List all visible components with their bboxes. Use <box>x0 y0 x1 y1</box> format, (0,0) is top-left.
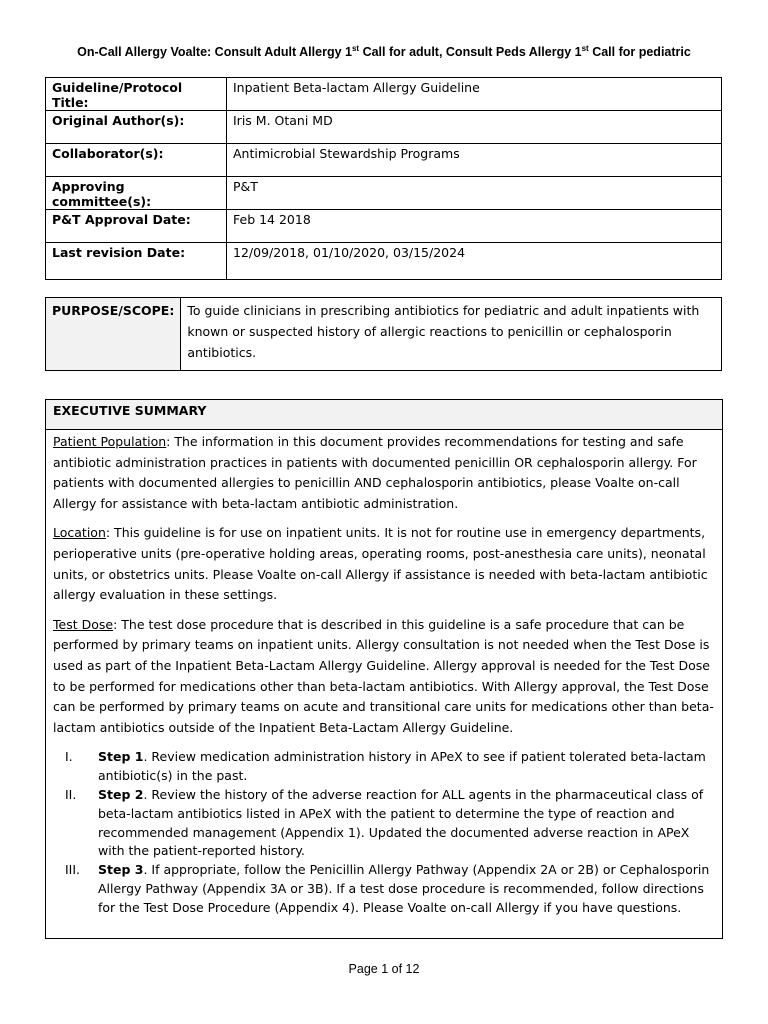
row-value: P&T <box>227 177 722 210</box>
step-text <box>98 748 715 786</box>
page-number: Page 1 of 12 <box>348 962 420 976</box>
paragraph-text: : This guideline is for use on inpatient units. It is not for routine use in emergency departments, perioperative units (pre-operative holding areas, operating rooms, post-anesthesia care units), neonatal units, or obstetrics units. Please Voalte on-call Allergy if assistance is needed with beta-lactam antibiotic allergy evaluation in these settings. <box>53 525 708 603</box>
page-header <box>0 44 768 59</box>
executive-summary-body <box>46 430 722 917</box>
row-label: Last revision Date: <box>46 243 227 280</box>
step-number: III. <box>65 862 81 878</box>
row-label: Original Author(s): <box>46 111 227 144</box>
row-label: Collaborator(s): <box>46 144 227 177</box>
table-row <box>46 243 722 280</box>
header-text: On-Call Allergy Voalte: Consult Adult Allergy 1 <box>77 45 352 60</box>
purpose-label: PURPOSE/SCOPE: <box>46 298 181 371</box>
header-superscript: st <box>351 44 360 53</box>
header-superscript: st <box>581 44 589 53</box>
row-value: Inpatient Beta-lactam Allergy Guideline <box>227 78 722 111</box>
row-value: Feb 14 2018 <box>227 210 722 243</box>
list-item <box>53 786 715 861</box>
step-body: . Review medication administration history in APeX to see if patient tolerated beta-lactam antibiotic(s) in the past. <box>98 749 706 784</box>
executive-summary-title: EXECUTIVE SUMMARY <box>46 400 722 430</box>
table-row <box>46 144 722 177</box>
paragraph-text: : The test dose procedure that is described in this guideline is a safe procedure that can be performed by primary teams on inpatient units. Allergy consultation is not needed when the Test Dose is used as part of the Inpatient Beta-Lactam Allergy Guideline. Allergy approval is needed for the Test Dose to be performed for medications other than beta-lactam antibiotics. With Allergy approval, the Test Dose can be performed by primary teams on acute and transitional care units for medications other than beta-lactam antibiotics outside of the Inpatient Beta-Lactam Allergy Guideline. <box>53 616 714 735</box>
row-label: P&T Approval Date: <box>46 210 227 243</box>
steps-list <box>53 748 715 917</box>
header-text: Call for pediatric <box>588 45 691 60</box>
step-label: Step 2 <box>98 786 144 802</box>
step-body: . If appropriate, follow the Penicillin Allergy Pathway (Appendix 2A or 2B) or Cephalosporin Allergy Pathway (Appendix 3A or 3B). If a test dose procedure is recommended, follow directions for the Test Dose Procedure (Appendix 4). Please Voalte on-call Allergy if you have questions. <box>98 862 710 915</box>
paragraph-heading: Test Dose <box>53 616 114 632</box>
table-row <box>46 298 722 371</box>
header-text: Call for adult, Consult Peds Allergy 1 <box>359 45 582 60</box>
list-item <box>53 861 715 917</box>
executive-summary-box <box>45 399 723 939</box>
table-row <box>46 177 722 210</box>
guideline-info-table <box>45 77 722 280</box>
row-value: Antimicrobial Stewardship Programs <box>227 144 722 177</box>
row-value: Iris M. Otani MD <box>227 111 722 144</box>
step-number: II. <box>65 786 77 802</box>
step-body: . Review the history of the adverse reaction for ALL agents in the pharmaceutical class of beta-lactam antibiotics listed in APeX with the patient to determine the type of reaction and recommended management (Appendix 1). Updated the documented adverse reaction in APeX with the patient-reported history. <box>98 786 704 859</box>
paragraph-heading: Patient Population <box>53 434 167 449</box>
step-label: Step 3 <box>98 862 144 878</box>
step-text <box>98 861 715 917</box>
row-value: 12/09/2018, 01/10/2020, 03/15/2024 <box>227 243 722 280</box>
purpose-text: To guide clinicians in prescribing antibiotics for pediatric and adult inpatients with known or suspected history of allergic reactions to penicillin or cephalosporin antibiotics. <box>181 298 722 371</box>
paragraph-test-dose <box>53 615 715 739</box>
table-row <box>46 111 722 144</box>
step-text <box>98 786 715 861</box>
list-item <box>53 748 715 786</box>
paragraph-location <box>53 523 715 605</box>
paragraph-heading: Location <box>53 525 106 541</box>
row-label: Approving committee(s): <box>46 177 227 210</box>
step-number: I. <box>65 749 73 765</box>
paragraph-patient-population <box>53 432 715 514</box>
purpose-scope-table <box>45 297 722 371</box>
step-label: Step 1 <box>98 749 144 765</box>
paragraph-text: : The information in this document provides recommendations for testing and safe antibiotic administration practices in patients with documented penicillin OR cephalosporin allergy. For patients with documented allergies to penicillin AND cephalosporin antibiotics, please Voalte on-call Allergy for assistance with beta-lactam antibiotic administration. <box>53 434 697 511</box>
table-row <box>46 78 722 111</box>
table-row <box>46 210 722 243</box>
row-label: Guideline/Protocol Title: <box>46 78 227 111</box>
